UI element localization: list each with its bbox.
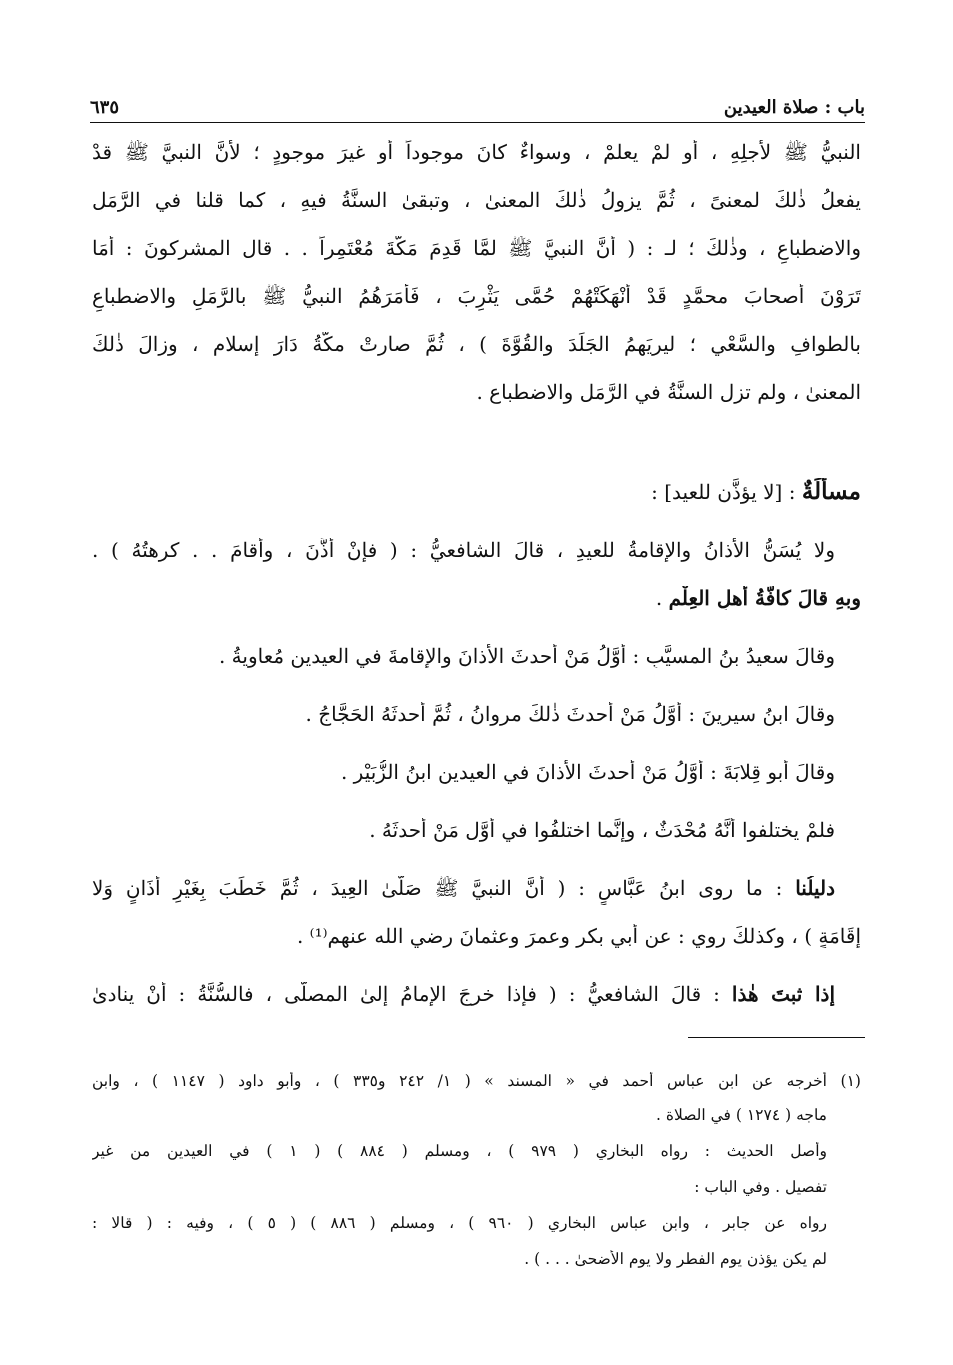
footnote-divider [688,1037,865,1038]
ithbat-text: : قالَ الشافعيُّ : ( فإذا خرجَ الإمامُ إلىٰ المصلَّى ، فالسُّنَّةُ : أنْ ينادىٰ [92,982,732,1006]
text-line: تَرَوْنَ أصحابَ محمَّدٍ قَدْ أَنْهَكَتْهُمْ حُمَّى يَثْرِبَ ، فَأَمَرَهُمُ النبيُّ ﷺ بالرَّمَلِ والاضطباعِ [92,284,861,308]
dalil-label: دليلُنا [795,876,835,900]
text-line: وقالَ سعيدُ بنُ المسيَّبِ : أوَّلُ مَنْ أحدثَ الأذانَ والإقامةَ في العيدينِ مُعاويةُ . [218,644,835,668]
text-line: وقالَ ابنُ سيرينَ : أوَّلُ مَنْ أحدثَ ذٰلكَ مروانُ ، ثُمَّ أحدثَهُ الحَجَّاجُ . [305,702,835,726]
ithbat-label: إذا ثبتَ هٰذا [731,982,835,1006]
masala-title: : [لا يؤذَّن للعيد] : [651,480,802,504]
footnote-line: (١) أخرجه عن ابن عباس أحمد في « المسند » ( ١/ ٢٤٢ و٣٣٥ ) ، وأبو داود ( ١١٤٧ ) ، وابن [92,1072,861,1090]
line-end: . [655,586,669,610]
chapter-title: باب : صلاة العيدين [723,97,865,118]
header-divider [90,122,865,123]
footnote-line: رواه عن جابر ، وابن عباس البخاري ( ٩٦٠ ) ، ومسلم ( ٨٨٦ ) ( ٥ ) ، وفيه : ( قالا : [92,1214,827,1232]
text-line: والاضطباعِ ، وذٰلكَ ؛ لـ : ( أنَّ النبيَّ ﷺ لمَّا قَدِمَ مَكَّةَ مُعْتَمِراً . . قال المشركونَ : أَمَا [92,236,861,260]
text-line: فلمْ يختلفوا أنَّهُ مُحْدَثٌ ، وإنَّما اختلفُوا في أوَّلِ مَنْ أحدثَهُ . [369,818,835,842]
text-line: النبيُّ ﷺ لأجلِهِ ، أو لمْ يعلمْ ، وسواءٌ كانَ موجوداً أو غيرَ موجودٍ ؛ لأنَّ النبيَّ ﷺ قدْ [92,140,861,164]
text-line: المعنىٰ ، ولم تزلِ السنَّةُ في الرَّمَلِ والاضطباعِ . [476,380,861,404]
dalil-line [92,876,835,905]
dalil-text: : ما روى ابنُ عَبَّاسٍ : ( أنَّ النبيَّ ﷺ صَلَّىٰ العِيدَ ، ثُمَّ خَطَبَ بِغَيْرِ أَذَانٍ وَلا [92,876,796,900]
text-line: بالطوافِ والسَّعْيِ ؛ ليرِيَهمُ الجَلَدَ والقُوَّةَ ) ، ثُمَّ صارتْ مكَّةُ دَارَ إسلامٍ ، وزالَ ذٰلكَ [92,332,861,356]
consensus-phrase: وبهِ قالَ كافَّةُ أهلِ العِلْمِ [668,586,861,610]
footnote-line: ماجه ( ١٢٧٤ ) في الصلاة . [656,1106,827,1124]
text-line: إِقَامَةٍ ) ، وكذلكَ روي : عن أبي بكرٍ وعمرَ وعثمانَ رضي الله عنهم⁽¹⁾ . [296,924,861,948]
masala-heading [92,478,861,505]
ithbat-line [92,982,835,1006]
footnote-line: وأصل الحديث : رواه البخاري ( ٩٧٩ ) ، ومسلم ( ٨٨٤ ) ( ١ ) في العيدين من غير [92,1142,827,1160]
page-number: ٦٣٥ [90,97,120,118]
page-header [90,82,865,118]
text-line: وقالَ أبو قِلابَةَ : أوَّلُ مَنْ أحدثَ الأذانَ في العيدينِ ابنُ الزُّبَيْرِ . [340,760,835,784]
masala-label: مسأَلَةٌ [801,478,861,505]
text-line: ولا يُسَنُّ الأذانُ والإقامةُ للعيدِ ، قالَ الشافعيُّ : ( فإنْ أَذَّنَ ، وأقامَ . . كرهتُهُ ) . [92,538,835,562]
footnote-line: لم يكن يؤذن يوم الفطر ولا يوم الأضحىٰ . . . ) . [524,1250,827,1268]
text-line [92,586,861,610]
text-line: يفعلُ ذٰلكَ لمعنىً ، ثُمَّ يزولُ ذٰلكَ المعنىٰ ، وتبقىٰ السنَّةُ فيهِ ، كما قلنا في الرَّمَلِ [92,188,861,212]
footnote-line: تفصيل . وفي الباب : [694,1178,827,1196]
